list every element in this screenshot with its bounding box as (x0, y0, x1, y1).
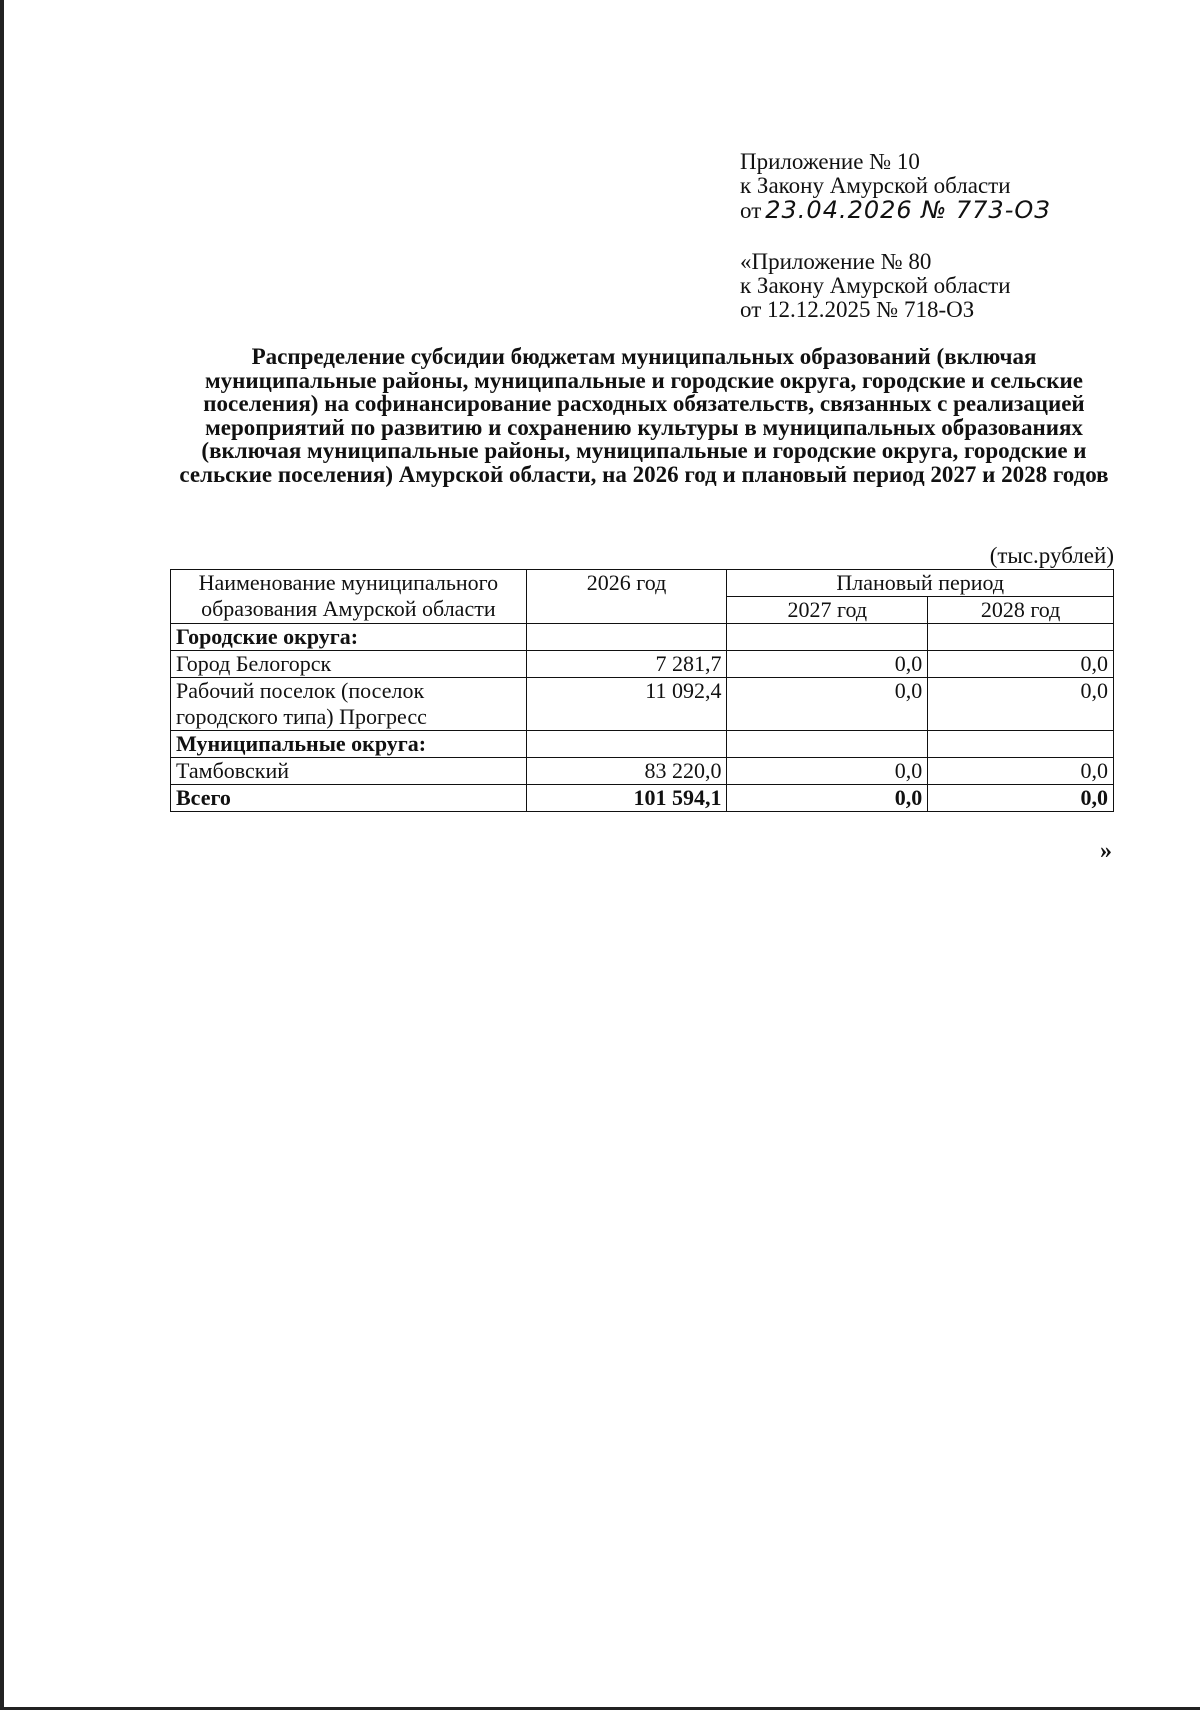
row-name: Городские округа: (171, 624, 527, 651)
table-row-total (171, 785, 1114, 812)
row-value-2028 (928, 731, 1114, 758)
row-value-2026: 101 594,1 (526, 785, 727, 812)
row-name: Город Белогорск (171, 651, 527, 678)
row-value-2026: 7 281,7 (526, 651, 727, 678)
appendix-current-line3 (740, 198, 1051, 223)
row-value-2026: 11 092,4 (526, 678, 727, 731)
table-row (171, 758, 1114, 785)
table-row-section (171, 731, 1114, 758)
row-value-2027 (727, 624, 928, 651)
row-value-2027: 0,0 (727, 785, 928, 812)
appendix-previous-line2: к Закону Амурской области (740, 273, 1011, 298)
row-value-2028: 0,0 (928, 651, 1114, 678)
header-planned-period: Плановый период (727, 570, 1114, 597)
row-value-2027 (727, 731, 928, 758)
appendix-current-line1: Приложение № 10 (740, 149, 920, 174)
table-row (171, 651, 1114, 678)
table-row-section (171, 624, 1114, 651)
row-value-2028: 0,0 (928, 758, 1114, 785)
header-municipality-name: Наименование муниципального образования Амурской области (171, 570, 527, 624)
appendix-previous-line3: от 12.12.2025 № 718-ОЗ (740, 297, 975, 322)
appendix-previous-line1: «Приложение № 80 (740, 249, 932, 274)
header-year-2026: 2026 год (526, 570, 727, 624)
row-name: Всего (171, 785, 527, 812)
appendix-current-header (740, 150, 1051, 223)
scan-edge-left (0, 0, 4, 1710)
header-year-2028: 2028 год (928, 597, 1114, 624)
row-name: Тамбовский (171, 758, 527, 785)
handwritten-law-number: 23.04.2026 № 773-ОЗ (765, 196, 1051, 224)
row-value-2027: 0,0 (727, 678, 928, 731)
table-row (171, 678, 1114, 731)
row-value-2028: 0,0 (928, 785, 1114, 812)
closing-quote: » (1100, 838, 1112, 864)
row-value-2028 (928, 624, 1114, 651)
unit-label: (тыс.рублей) (989, 543, 1114, 568)
document-title: Распределение субсидии бюджетам муниципальных образований (включая муниципальные районы, муниципальные и городские округа, городские и сельские поселения) на софинансирование расходных обязательств, связанных с реализацией мероприятий по развитию и сохранению культуры в муниципальных образованиях (включая муниципальные районы, муниципальные и городские округа, городские и сельские поселения) Амурской области, на 2026 год и плановый период 2027 и 2028 годов (179, 344, 1109, 487)
row-name: Муниципальные округа: (171, 731, 527, 758)
row-value-2026: 83 220,0 (526, 758, 727, 785)
appendix-current-date-prefix: от (740, 198, 762, 223)
row-value-2027: 0,0 (727, 758, 928, 785)
table-header-row (171, 570, 1114, 597)
appendix-previous-header (740, 250, 1011, 322)
row-value-2027: 0,0 (727, 651, 928, 678)
row-value-2026 (526, 731, 727, 758)
header-year-2027: 2027 год (727, 597, 928, 624)
row-value-2028: 0,0 (928, 678, 1114, 731)
appendix-current-line2: к Закону Амурской области (740, 173, 1011, 198)
subsidy-distribution-table (170, 569, 1114, 812)
row-name: Рабочий поселок (поселок городского типа) Прогресс (171, 678, 527, 731)
row-value-2026 (526, 624, 727, 651)
